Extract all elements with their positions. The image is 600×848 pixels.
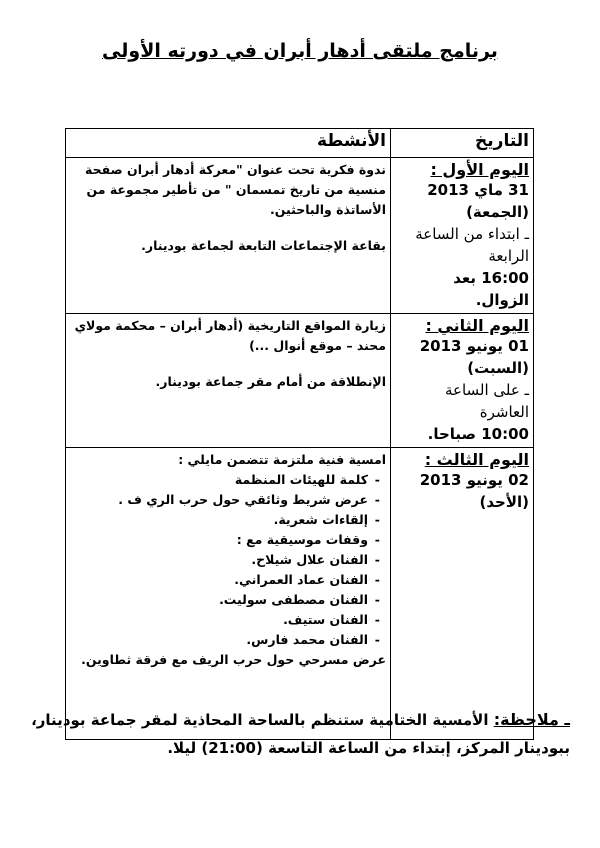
list-item: - الفنان محمد فارس. bbox=[70, 630, 386, 650]
header-date: التاريخ bbox=[391, 129, 534, 158]
activity-paragraph: الإنطلاقة من أمام مقر جماعة بودينار. bbox=[155, 374, 386, 389]
note-label: ـ ملاحظة: bbox=[493, 710, 570, 729]
day-label: اليوم الأول : bbox=[430, 160, 529, 179]
activity-paragraph: ندوة فكرية تحت عنوان "معركة أدهار أبران صفحة منسية من تاريخ تمسمان " من تأطير مجموعة من الأساتذة والباحثين. bbox=[85, 162, 386, 217]
date-line: ـ ابتداء من الساعة الرابعة bbox=[415, 225, 529, 265]
date-line: ـ على الساعة العاشرة bbox=[444, 381, 529, 421]
activities-cell-day-2 bbox=[66, 314, 391, 448]
date-cell-day-3 bbox=[391, 448, 534, 740]
list-item: - إلقاءات شعرية. bbox=[70, 510, 386, 530]
program-title: برنامج ملتقى أدهار أبران في دورته الأولى bbox=[102, 40, 498, 62]
closing-note bbox=[30, 706, 570, 762]
list-item: - وقفات موسيقية مع : bbox=[70, 530, 386, 550]
activity-intro: امسية فنية ملتزمة تتضمن مايلي : bbox=[178, 452, 386, 467]
day-label: اليوم الثاني : bbox=[425, 316, 529, 335]
date-cell-day-1 bbox=[391, 158, 534, 314]
table-row-day-2 bbox=[66, 314, 534, 448]
header-activities: الأنشطة bbox=[66, 129, 391, 158]
list-item: - الفنان عماد العمراني. bbox=[70, 570, 386, 590]
table-row-day-1 bbox=[66, 158, 534, 314]
list-item: - الفنان علال شيلاح. bbox=[70, 550, 386, 570]
date-line: 31 ماي 2013 (الجمعة) bbox=[427, 181, 529, 221]
date-line: 16:00 بعد الزوال. bbox=[453, 269, 529, 309]
program-table bbox=[65, 128, 534, 740]
activities-cell-day-3 bbox=[66, 448, 391, 740]
activity-paragraph: عرض مسرحي حول حرب الريف مع فرقة ثطاوين. bbox=[81, 652, 386, 667]
activity-paragraph: بقاعة الإجتماعات التابعة لجماعة بودينار. bbox=[141, 238, 386, 253]
table-header-row bbox=[66, 129, 534, 158]
day-label: اليوم الثالث : bbox=[424, 450, 529, 469]
date-line: 01 يونيو 2013 (السبت) bbox=[419, 337, 529, 377]
table-row-day-3 bbox=[66, 448, 534, 740]
list-item: - عرض شريط وثائقي حول حرب الري ف . bbox=[70, 490, 386, 510]
list-item: - الفنان مصطفى سوليت. bbox=[70, 590, 386, 610]
date-line: 02 يونيو 2013 (الأحد) bbox=[419, 471, 529, 511]
note-text: الأمسية الختامية ستنظم بالساحة المحاذية لمقر جماعة بودينار، ببودينار المركز، إبتداء من الساعة التاسعة (21:00) ليلا. bbox=[31, 711, 570, 757]
list-item: - كلمة للهيئات المنظمة bbox=[70, 470, 386, 490]
activities-cell-day-1 bbox=[66, 158, 391, 314]
date-cell-day-2 bbox=[391, 314, 534, 448]
activity-paragraph: زيارة المواقع التاريخية (أدهار أبران – محكمة مولاي محند – موقع أنوال ...) bbox=[74, 318, 386, 353]
list-item: - الفنان ستيف. bbox=[70, 610, 386, 630]
date-line: 10:00 صباحا. bbox=[427, 425, 529, 443]
